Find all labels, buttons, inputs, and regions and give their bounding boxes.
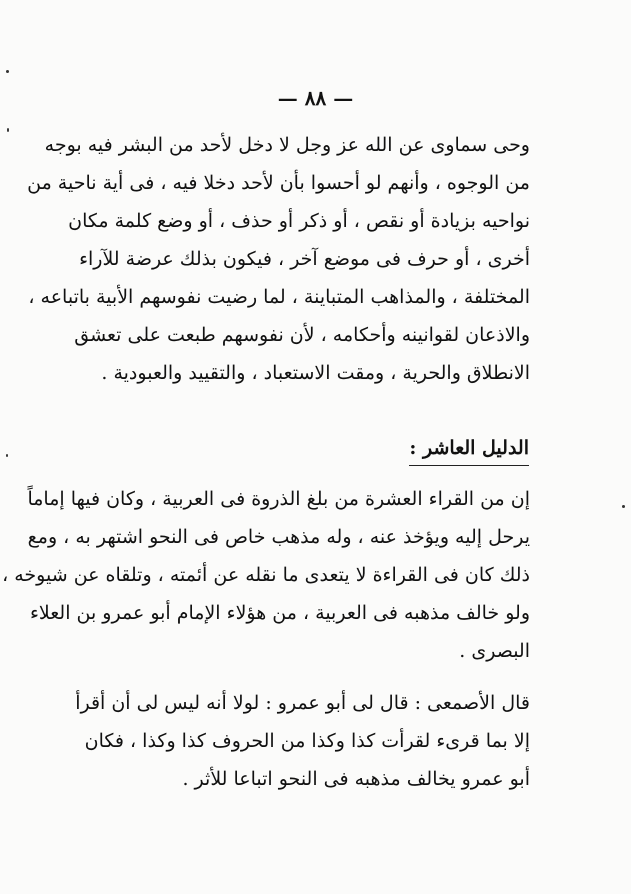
text-line: البصرى . [459,640,530,662]
text-line: الانطلاق والحرية ، ومقت الاستعباد ، والتقييد والعبودية . [101,362,530,384]
text-line: من الوجوه ، وأنهم لو أحسوا بأن لأحد دخلا فيه ، فى أية ناحية من [27,172,530,194]
scan-speck [7,128,9,132]
text-line: أبو عمرو يخالف مذهبه فى النحو اتباعا للأثر . [182,768,530,790]
section-heading: الدليل العاشر : [409,432,529,466]
scan-speck [622,505,625,508]
text-line: إن من القراء العشرة من بلغ الذروة فى العربية ، وكان فيها إماماً [27,488,530,510]
scan-speck [6,454,8,457]
text-line: ولو خالف مذهبه فى العربية ، من هؤلاء الإمام أبو عمرو بن العلاء [29,602,530,624]
text-line: والاذعان لقوانينه وأحكامه ، لأن نفوسهم طبعت على تعشق [74,324,530,346]
text-line: قال الأصمعى : قال لى أبو عمرو : لولا أنه ليس لى أن أقرأ [75,692,530,714]
text-line: يرحل إليه ويؤخذ عنه ، وله مذهب خاص فى النحو اشتهر به ، ومع [27,526,530,548]
scan-speck [6,70,9,73]
text-line: ذلك كان فى القراءة لا يتعدى ما نقله عن أئمته ، وتلقاه عن شيوخه ، [2,564,530,586]
text-line: أخرى ، أو حرف فى موضع آخر ، فيكون بذلك عرضة للآراء [79,248,530,270]
text-line: نواحيه بزيادة أو نقص ، أو ذكر أو حذف ، أو وضع كلمة مكان [68,210,530,232]
text-line: إلا بما قرىء لقرأت كذا وكذا من الحروف كذا وكذا ، فكان [84,730,530,752]
text-line: وحى سماوى عن الله عز وجل لا دخل لأحد من البشر فيه بوجه [44,134,530,156]
paragraph-2 [2,480,530,670]
page-number: — ٨٨ — [277,86,354,110]
paragraph-3 [75,684,530,798]
text-line: المختلفة ، والمذاهب المتباينة ، لما رضيت نفوسهم الأبية باتباعه ، [28,286,530,308]
paragraph-1 [27,126,530,392]
